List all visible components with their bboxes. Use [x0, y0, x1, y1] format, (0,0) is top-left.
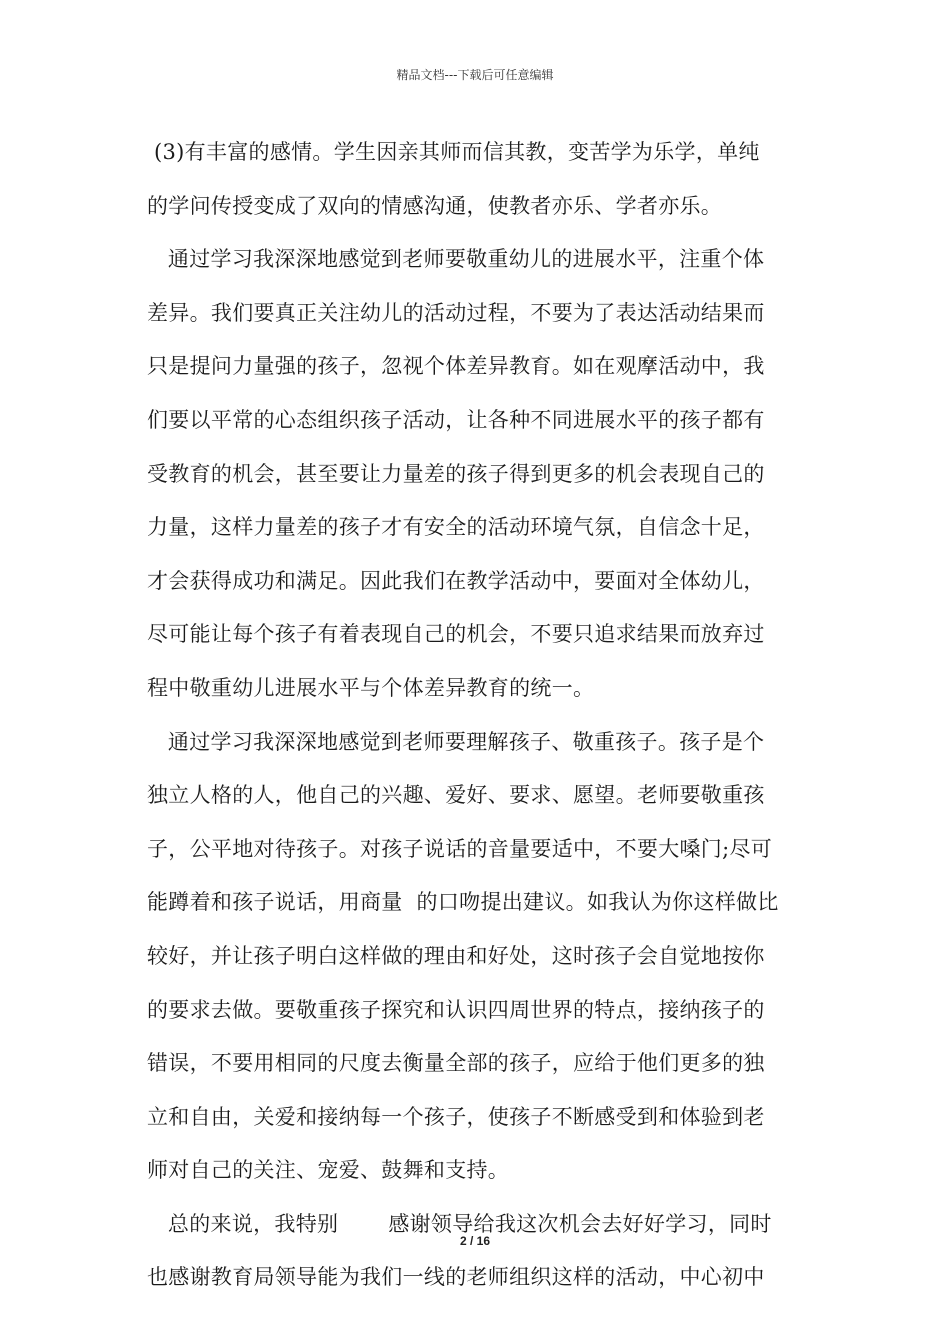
text-line: 较好，并让孩子明白这样做的理由和好处，这时孩子会自觉地按你: [147, 943, 765, 968]
text-line: (3)有丰富的感情。学生因亲其师而信其教，变苦学为乐学，单纯: [147, 140, 760, 164]
text-fragment: 总的来说，我特别: [147, 1211, 339, 1236]
text-line: 通过学习我深深地感觉到老师要理解孩子、敬重孩子。孩子是个: [147, 729, 765, 754]
text-line: 立和自由，关爱和接纳每一个孩子，使孩子不断感受到和体验到老: [147, 1104, 765, 1129]
text-line: 的要求去做。要敬重孩子探究和认识四周世界的特点，接纳孩子的: [147, 997, 765, 1022]
text-line: 独立人格的人，他自己的兴趣、爱好、要求、愿望。老师要敬重孩: [147, 783, 765, 808]
text-line: 通过学习我深深地感觉到老师要敬重幼儿的进展水平，注重个体: [147, 247, 765, 272]
text-line: 程中敬重幼儿进展水平与个体差异教育的统一。: [147, 675, 595, 700]
text-line: 才会获得成功和满足。因此我们在教学活动中，要面对全体幼儿，: [147, 568, 765, 593]
text-line: 尽可能让每个孩子有着表现自己的机会，不要只追求结果而放弃过: [147, 622, 765, 647]
text-line: 错误，不要用相同的尺度去衡量全部的孩子，应给于他们更多的独: [147, 1051, 765, 1076]
text-line: 的学问传授变成了双向的情感沟通，使教者亦乐、学者亦乐。: [147, 193, 723, 218]
text-line: 能蹲着和孩子说话，用商量 的口吻提出建议。如我认为你这样做比: [147, 890, 779, 915]
text-line: 只是提问力量强的孩子，忽视个体差异教育。如在观摩活动中，我: [147, 354, 765, 379]
text-line: 师对自己的关注、宠爱、鼓舞和支持。: [147, 1158, 510, 1183]
text-fragment: 感谢领导给我这次机会去好好学习，同时: [388, 1211, 772, 1236]
text-line: 也感谢教育局领导能为我们一线的老师组织这样的活动，中心初中: [147, 1265, 765, 1290]
text-line: 们要以平常的心态组织孩子活动，让各种不同进展水平的孩子都有: [147, 407, 765, 432]
text-line: 力量，这样力量差的孩子才有安全的活动环境气氛，自信念十足，: [147, 515, 765, 540]
text-line: 子，公平地对待孩子。对孩子说话的音量要适中，不要大嗓门;尽可: [147, 836, 773, 861]
text-line: 差异。我们要真正关注幼儿的活动过程，不要为了表达活动结果而: [147, 300, 765, 325]
document-body: [147, 126, 812, 1305]
page-number: 2 / 16: [459, 1234, 491, 1248]
text-line: 受教育的机会，甚至要让力量差的孩子得到更多的机会表现自己的: [147, 461, 765, 486]
page-header: 精品文档---下载后可任意编辑: [396, 68, 554, 82]
